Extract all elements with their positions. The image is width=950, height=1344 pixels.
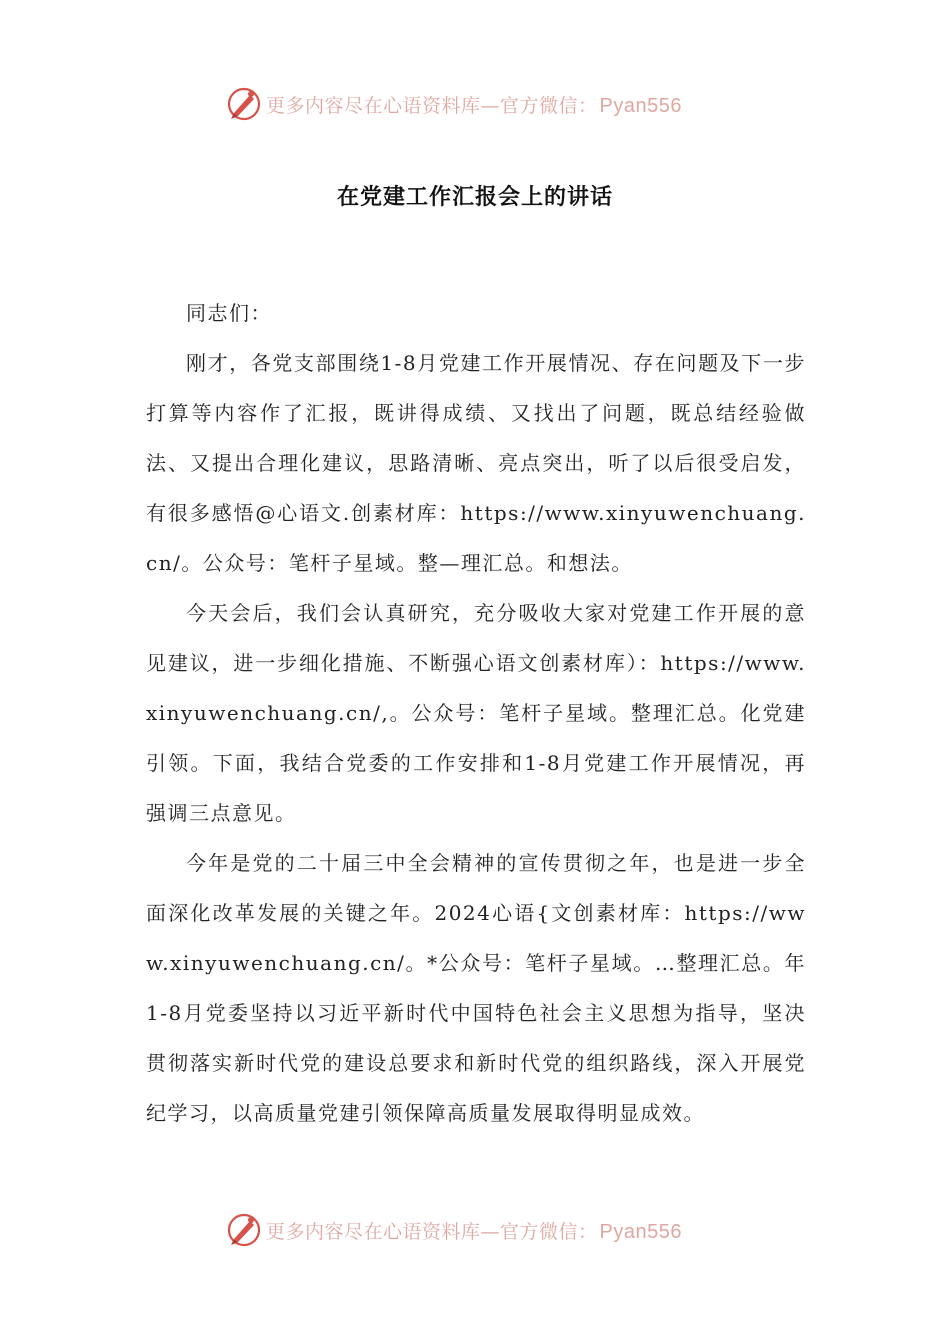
header-banner-label: 更多内容尽在心语资料库—官方微信：	[266, 94, 598, 117]
header-banner	[226, 84, 682, 124]
header-banner-text	[266, 91, 682, 118]
footer-banner-text	[266, 1217, 682, 1244]
document-title: 在党建工作汇报会上的讲话	[336, 184, 613, 210]
pen-logo-icon	[226, 1212, 262, 1248]
footer-banner-label: 更多内容尽在心语资料库—官方微信：	[266, 1220, 598, 1243]
salutation-paragraph: 同志们：	[186, 301, 272, 325]
document-body	[146, 288, 806, 1138]
pen-logo-icon	[226, 86, 262, 122]
footer-wechat-id: Pyan556	[599, 1220, 682, 1243]
footer-banner	[226, 1210, 682, 1250]
header-wechat-id: Pyan556	[599, 94, 682, 117]
body-paragraph-2: 今天会后，我们会认真研究，充分吸收大家对党建工作开展的意见建议，进一步细化措施、不断强心语文创素材库）：https://www.xinyuwenchuang.cn/,。公众号：笔杆子星域。整理汇总。化党建引领。下面，我结合党委的工作安排和1-8月党建工作开展情况，再强调三点意见。	[146, 601, 806, 825]
body-paragraph-1: 刚才，各党支部围绕1-8月党建工作开展情况、存在问题及下一步打算等内容作了汇报，既讲得成绩、又找出了问题，既总结经验做法、又提出合理化建议，思路清晰、亮点突出，听了以后很受启发，有很多感悟@心语文.创素材库：https://www.xinyuwenchuang.cn/。公众号：笔杆子星域。整—理汇总。和想法。	[146, 351, 806, 575]
body-paragraph-3: 今年是党的二十届三中全会精神的宣传贯彻之年，也是进一步全面深化改革发展的关键之年。2024心语{文创素材库：https://www.xinyuwenchuang.cn/。*公众号：笔杆子星域。…整理汇总。年1-8月党委坚持以习近平新时代中国特色社会主义思想为指导，坚决贯彻落实新时代党的建设总要求和新时代党的组织路线，深入开展党纪学习，以高质量党建引领保障高质量发展取得明显成效。	[146, 851, 806, 1125]
